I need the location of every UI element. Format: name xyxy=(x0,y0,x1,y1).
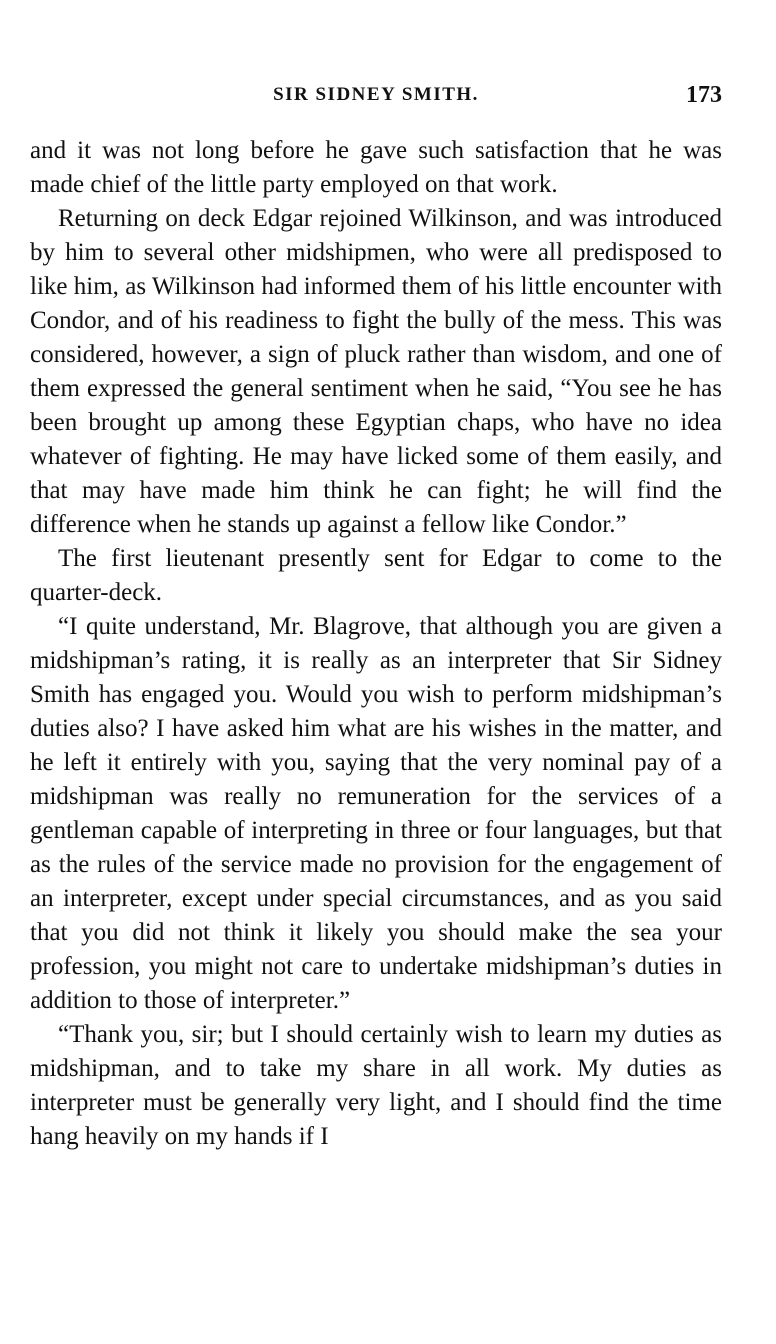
body-text xyxy=(30,134,722,1154)
page-header xyxy=(30,84,722,114)
paragraph: Returning on deck Edgar rejoined Wilkinson, and was introduced by him to several other midshipmen, who were all predisposed to like him, as Wilkinson had informed them of his little encounter with Condor, and of his readiness to fight the bully of the mess. This was considered, however, a sign of pluck rather than wisdom, and one of them expressed the general sentiment when he said, “You see he has been brought up among these Egyptian chaps, who have no idea whatever of fighting. He may have licked some of them easily, and that may have made him think he can fight; he will find the difference when he stands up against a fellow like Condor.” xyxy=(30,205,722,538)
running-head: SIR SIDNEY SMITH. xyxy=(273,84,479,105)
paragraph-continuation: and it was not long before he gave such satisfaction that he was made chief of the little party employed on that work. xyxy=(30,137,722,198)
page-number: 173 xyxy=(686,82,722,108)
paragraph: “I quite understand, Mr. Blagrove, that although you are given a midshipman’s rating, it is really as an interpreter that Sir Sidney Smith has engaged you. Would you wish to perform midshipman’s duties also? I have asked him what are his wishes in the matter, and he left it entirely with you, saying that the very nominal pay of a midshipman was really no remuneration for the services of a gentleman capable of interpreting in three or four languages, but that as the rules of the service made no provision for the engagement of an interpreter, except under special circumstances, and as you said that you did not think it likely you should make the sea your profession, you might not care to undertake midshipman’s duties in addition to those of interpreter.” xyxy=(30,613,722,1014)
paragraph: “Thank you, sir; but I should certainly wish to learn my duties as midshipman, and to take my share in all work. My duties as interpreter must be generally very light, and I should find the time hang heavily on my hands if I xyxy=(30,1021,722,1150)
paragraph: The first lieutenant presently sent for Edgar to come to the quarter-deck. xyxy=(30,545,722,606)
